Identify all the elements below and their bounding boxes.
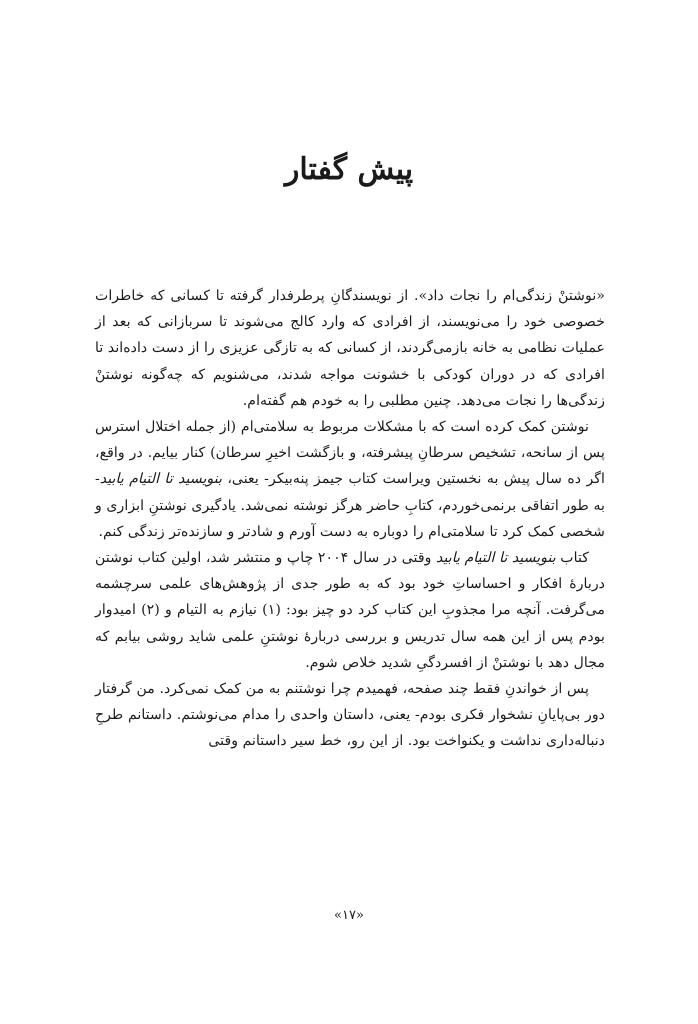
- paragraph-2: [95, 414, 605, 545]
- paragraph-4-text: پس از خواندنِ فقط چند صفحه، فهمیدم چرا نوشتنم به من کمک نمی‌کرد. من گرفتار دور بی‌پایانِ نشخوار فکری بودم- یعنی، داستان واحدی را مدام می‌نوشتم. داستانم طرحِ دنباله‌داری نداشت و یکنواخت بود. از این رو، خط سیر داستانم وقتی: [95, 681, 605, 750]
- body-text: [95, 283, 605, 755]
- paragraph-1: [95, 283, 605, 414]
- paragraph-3: [95, 545, 605, 676]
- book-title-italic: بنویسید تا التیام یابید: [436, 550, 556, 567]
- paragraph-1-text: «نوشتنْ زندگی‌ام را نجات داد». از نویسندگانِ پرطرفدار گرفته تا کسانی که خاطرات خصوصی خود را می‌نویسند، از افرادی که وارد کالج می‌شوند تا سربازانی که بعد از عملیات نظامی به خانه بازمی‌گردند، از کسانی که به تازگی عزیزی را از دست داده‌اند تا افرادی که در دوران کودکی با خشونت مواجه شدند، می‌شنویم که چه‌گونه نوشتنْ زندگی‌ها را نجات می‌دهد. چنین مطلبی را به خودم هم گفته‌ام.: [95, 288, 605, 409]
- paragraph-2-text-a: نوشتن کمک کرده است که با مشکلات مربوط به سلامتی‌ام (از جمله اختلال استرس پس از سانحه، تشخیص سرطانِ پیشرفته، و بازگشت اخیرِ سرطان) کنار بیایم. در واقع، اگر ده سال پیش به نخستین ویراست کتاب جیمز پنه‌بیکر- یعنی،: [95, 419, 605, 488]
- page-title: پیش گفتار: [284, 152, 414, 187]
- paragraph-3-text-a: کتاب: [555, 550, 590, 567]
- paragraph-3-text-b: وقتی در سال ۲۰۰۴ چاپ و منتشر شد، اولین کتاب نوشتن دربارهٔ افکار و احساساتِ خود بود که به طور جدی از پژوهش‌های علمی سرچشمه می‌گرفت. آنچه مرا مجذوبِ این کتاب کرد دو چیز بود: (۱) نیازم به التیام و (۲) امیدوار بودم پس از این همه سال تدریس و بررسی دربارهٔ نوشتنِ علمی شاید روشی بیابم که مجال دهد با نوشتنْ از افسردگیِ شدید خلاص شوم.: [95, 550, 605, 671]
- paragraph-4: [95, 676, 605, 755]
- book-title-italic: بنویسید تا التیام یابید: [99, 471, 222, 488]
- page-number: «۱۷»: [334, 908, 364, 923]
- paragraph-2-text-b: - به طور اتفاقی برنمی‌خوردم، کتابِ حاضر هرگز نوشته نمی‌شد. یادگیری نوشتنِ ابزاری و شخصی کمک کرد تا سلامتی‌ام را دوباره به دست آورم و شادتر و سازنده‌تر زندگی کنم.: [95, 471, 605, 540]
